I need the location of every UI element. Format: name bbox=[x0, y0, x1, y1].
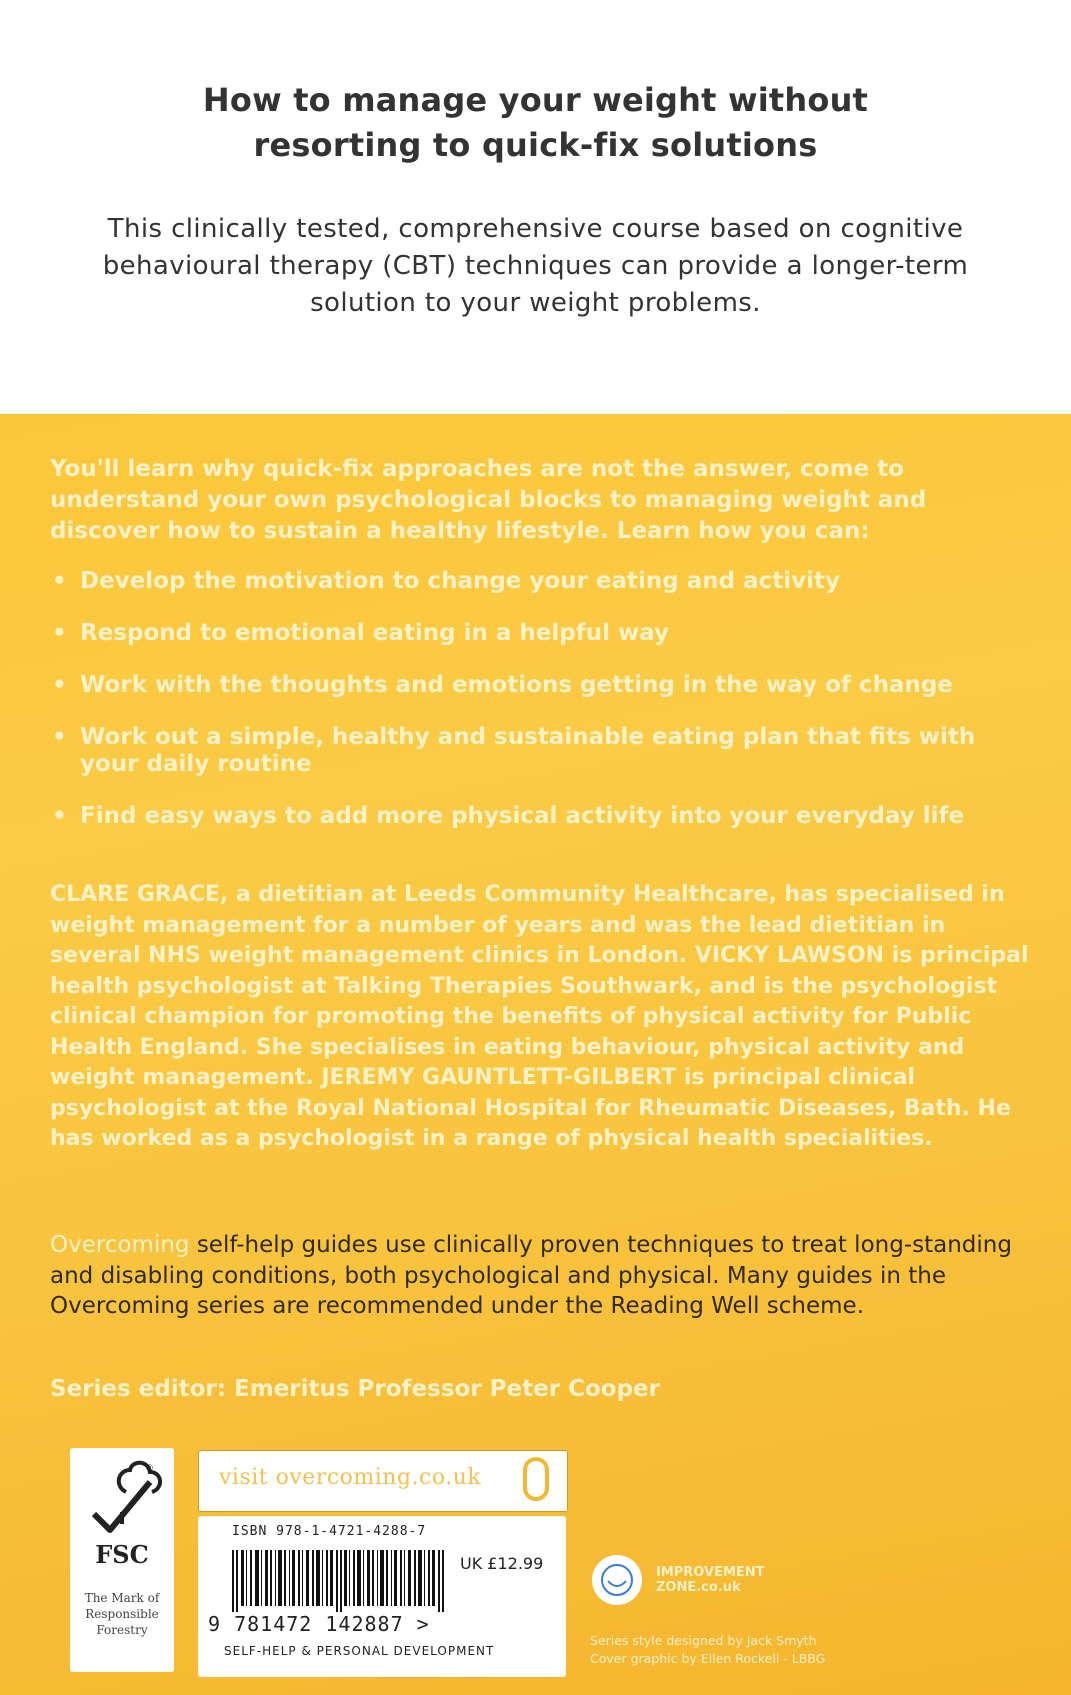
price-label: UK £12.99 bbox=[460, 1554, 544, 1573]
isbn-text: ISBN 978-1-4721-4288-7 bbox=[232, 1524, 427, 1539]
list-item: • Work out a simple, healthy and sustainable eating plan that fits with your daily routine bbox=[52, 724, 976, 777]
barcode-digits: 9 781472 142887 > bbox=[208, 1612, 430, 1636]
website-box bbox=[198, 1450, 568, 1512]
list-item: • Work with the thoughts and emotions getting in the way of change bbox=[52, 672, 953, 698]
list-item: • Develop the motivation to change your eating and activity bbox=[52, 568, 841, 594]
fsc-label: FSC bbox=[95, 1540, 149, 1569]
fsc-logo bbox=[70, 1448, 174, 1672]
website-url[interactable]: visit overcoming.co.uk bbox=[219, 1465, 482, 1490]
series-description bbox=[50, 1230, 1030, 1322]
benefit-list bbox=[50, 568, 1030, 855]
design-credit: Series style designed by Jack Smyth bbox=[590, 1633, 817, 1648]
series-text: self-help guides use clinically proven techniques to treat long-standing and disabling conditions, both psychological and physical. Many guides in the Overcoming series are recommended under the Reading Well scheme. bbox=[50, 1232, 1012, 1319]
intro-paragraph: You'll learn why quick-fix approaches are not the answer, come to understand your own psychological blocks to managing weight and discover how to sustain a healthy lifestyle. Learn how you can: bbox=[50, 456, 927, 544]
registered-mark: ® bbox=[145, 1464, 154, 1474]
overcoming-logo-icon bbox=[523, 1457, 549, 1501]
bullet-icon: • bbox=[52, 672, 67, 698]
bullet-icon: • bbox=[52, 568, 67, 594]
list-item: • Respond to emotional eating in a helpful way bbox=[52, 620, 670, 646]
series-editor: Series editor: Emeritus Professor Peter Cooper bbox=[50, 1376, 660, 1402]
smile-icon bbox=[592, 1555, 642, 1605]
improvement-zone-text: IMPROVEMENT ZONE.co.uk bbox=[656, 1565, 765, 1595]
bullet-icon: • bbox=[52, 803, 67, 829]
cover-credit: Cover graphic by Ellen Rockell - LBBG bbox=[590, 1651, 826, 1666]
series-brand: Overcoming bbox=[50, 1232, 190, 1258]
subheadline: This clinically tested, comprehensive course based on cognitive behavioural therapy (CBT) techniques can provide a longer-term solution to your weight problems. bbox=[102, 214, 969, 318]
top-section bbox=[0, 0, 1071, 414]
improvement-zone-logo-icon bbox=[592, 1555, 642, 1605]
headline: How to manage your weight without resorting to quick-fix solutions bbox=[202, 81, 869, 164]
tree-checkmark-icon bbox=[70, 1452, 174, 1542]
bullet-icon: • bbox=[52, 724, 67, 750]
barcode-box bbox=[198, 1516, 566, 1677]
list-item: • Find easy ways to add more physical activity into your everyday life bbox=[52, 803, 965, 829]
design-credits bbox=[590, 1632, 825, 1668]
category-label: SELF-HELP & PERSONAL DEVELOPMENT bbox=[224, 1644, 495, 1658]
bullet-icon: • bbox=[52, 620, 67, 646]
barcode-icon bbox=[232, 1550, 452, 1612]
fsc-tagline: The Mark of Responsible Forestry bbox=[84, 1591, 160, 1637]
author-bios: CLARE GRACE, a dietitian at Leeds Community Healthcare, has specialised in weight management for a number of years and was the lead dietitian in several NHS weight management clinics in London. VICKY LAWSON is principal health psychologist at Talking Therapies Southwark, and is the psychologist clinical champion for promoting the benefits of physical activity for Public Health England. She specialises in eating behaviour, physical activity and weight management. JEREMY GAUNTLETT-GILBERT is principal clinical psychologist at the Royal National Hospital for Rheumatic Diseases, Bath. He has worked as a psychologist in a range of physical health specialities. bbox=[50, 882, 1029, 1151]
